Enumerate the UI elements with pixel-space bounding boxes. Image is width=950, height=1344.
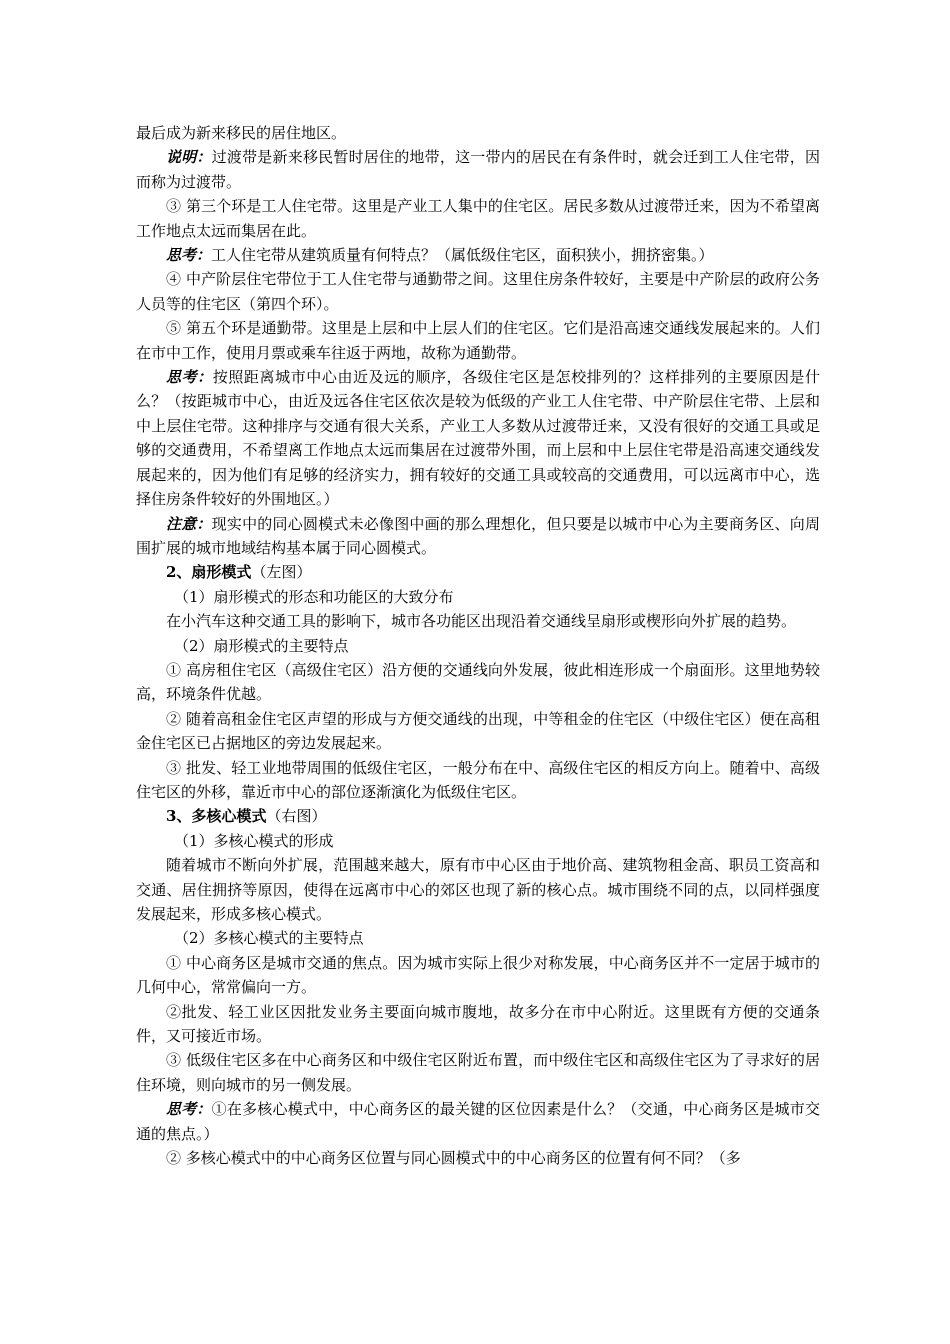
paragraph-text: ② 多核心模式中的中心商务区位置与同心圆模式中的中心商务区的位置有何不同？（多 xyxy=(166,1149,741,1168)
paragraph-text: 现实中的同心圆模式未必像图中画的那么理想化，但只要是以城市中心为主要商务区、向周围扩展的城市地域结构基本属于同心圆模式。 xyxy=(136,514,820,557)
list-paragraph xyxy=(136,316,820,365)
list-paragraph xyxy=(136,951,820,1000)
think-paragraph xyxy=(136,243,820,267)
body-paragraph xyxy=(136,853,820,926)
paragraph-text: 工人住宅带从建筑质量有何特点？（属低级住宅区，面积狭小，拥挤密集。） xyxy=(211,246,714,265)
paragraph-text: 随着城市不断向外扩展，范围越来越大，原有市中心区由于地价高、建筑物租金高、职员工资高和交通、居住拥挤等原因，使得在远离市中心的郊区也现了新的核心点。城市围绕不同的点，以同样强度发展起来，形成多核心模式。 xyxy=(136,856,820,923)
subsection-title: （1）扇形模式的形态和功能区的大致分布 xyxy=(174,587,454,606)
paragraph-text: ③ 批发、轻工业地带周围的低级住宅区，一般分布在中、高级住宅区的相反方向上。随着中、高级住宅区的外移，靠近市中心的部位逐渐演化为低级住宅区。 xyxy=(136,758,820,801)
paragraph-text: ③ 第三个环是工人住宅带。这里是产业工人集中的住宅区。居民多数从过渡带迁来，因为不希望离工作地点太远而集居在此。 xyxy=(136,197,820,240)
note-label: 说明： xyxy=(166,148,212,167)
body-paragraph xyxy=(136,609,820,633)
attention-paragraph xyxy=(136,512,820,561)
section-title: 3、多核心模式 xyxy=(166,807,267,826)
section-heading xyxy=(136,560,820,584)
list-paragraph xyxy=(136,707,820,756)
subsection-heading xyxy=(136,926,820,950)
paragraph-text: 最后成为新来移民的居住地区。 xyxy=(136,124,347,142)
list-paragraph xyxy=(136,756,820,805)
paragraph-text: ① 高房租住宅区（高级住宅区）沿方便的交通线向外发展，彼此相连形成一个扇面形。这里地势较高，环境条件优越。 xyxy=(136,660,820,704)
paragraph-text: ①在多核心模式中，中心商务区的最关键的区位因素是什么？（交通，中心商务区是城市交通的焦点。） xyxy=(136,1100,820,1143)
paragraph-text: 按照距离城市中心由近及远的顺序，各级住宅区是怎校排列的？这样排列的主要原因是什么？（按距城市中心，由近及远各住宅区依次是较为低级的产业工人住宅带、中产阶层住宅带、上层和中上层住宅带。这种排序与交通有很大关系，产业工人多数从过渡带迁来，又没有很好的交通工具或足够的交通费用，不希望离工作地点太远而集居在过渡带外围，而上层和中上层住宅带是沿高速交通线发展起来的，因为他们有足够的经济实力，拥有较好的交通工具或较高的交通费用，可以远离市中心，选择住房条件较好的外围地区。） xyxy=(136,368,820,509)
list-paragraph xyxy=(136,1146,820,1170)
think-label: 思考： xyxy=(166,368,213,387)
paragraph-continuation xyxy=(136,121,820,145)
list-paragraph xyxy=(136,267,820,316)
subsection-title: （2）扇形模式的主要特点 xyxy=(174,636,349,655)
subsection-title: （1）多核心模式的形成 xyxy=(174,831,334,850)
list-paragraph xyxy=(136,1000,820,1049)
paragraph-text: ③ 低级住宅区多在中心商务区和中级住宅区附近布置，而中级住宅区和高级住宅区为了寻求好的居住环境，则向城市的另一侧发展。 xyxy=(136,1051,820,1094)
paragraph-text: ②批发、轻工业区因批发业务主要面向城市腹地，故多分在市中心附近。这里既有方便的交通条件，又可接近市场。 xyxy=(136,1002,820,1046)
paragraph-text: ④ 中产阶层住宅带位于工人住宅带与通勤带之间。这里住房条件较好，主要是中产阶层的政府公务人员等的住宅区（第四个环）。 xyxy=(136,270,820,313)
paragraph-text: ① 中心商务区是城市交通的焦点。因为城市实际上很少对称发展，中心商务区并不一定居于城市的几何中心，常常偏向一方。 xyxy=(136,953,820,997)
paragraph-text: 在小汽车这种交通工具的影响下，城市各功能区出现沿着交通线呈扇形或楔形向外扩展的趋势。 xyxy=(166,612,797,631)
paragraph-text: ② 随着高租金住宅区声望的形成与方便交通线的出现，中等租金的住宅区（中级住宅区）便在高租金住宅区已占据地区的旁边发展起来。 xyxy=(136,709,820,753)
section-note: （左图） xyxy=(251,563,312,582)
list-paragraph xyxy=(136,658,820,707)
section-title: 2、扇形模式 xyxy=(166,563,252,582)
section-note: （右图） xyxy=(266,807,327,826)
subsection-heading xyxy=(136,829,820,853)
subsection-title: （2）多核心模式的主要特点 xyxy=(174,929,364,948)
section-heading xyxy=(136,804,820,828)
think-label: 思考： xyxy=(166,246,212,265)
document-page xyxy=(136,121,820,1170)
think-paragraph xyxy=(136,365,820,511)
list-paragraph xyxy=(136,1048,820,1097)
subsection-heading xyxy=(136,585,820,609)
paragraph-text: ⑤ 第五个环是通勤带。这里是上层和中上层人们的住宅区。它们是沿高速交通线发展起来的。人们在市中工作，使用月票或乘车往返于两地，故称为通勤带。 xyxy=(136,319,820,362)
attention-label: 注意： xyxy=(166,514,212,533)
list-paragraph xyxy=(136,194,820,243)
think-paragraph xyxy=(136,1097,820,1146)
paragraph-text: 过渡带是新来移民暂时居住的地带，这一带内的居民在有条件时，就会迁到工人住宅带，因而称为过渡带。 xyxy=(136,148,820,191)
subsection-heading xyxy=(136,634,820,658)
think-label: 思考： xyxy=(166,1100,212,1119)
note-paragraph xyxy=(136,145,820,194)
